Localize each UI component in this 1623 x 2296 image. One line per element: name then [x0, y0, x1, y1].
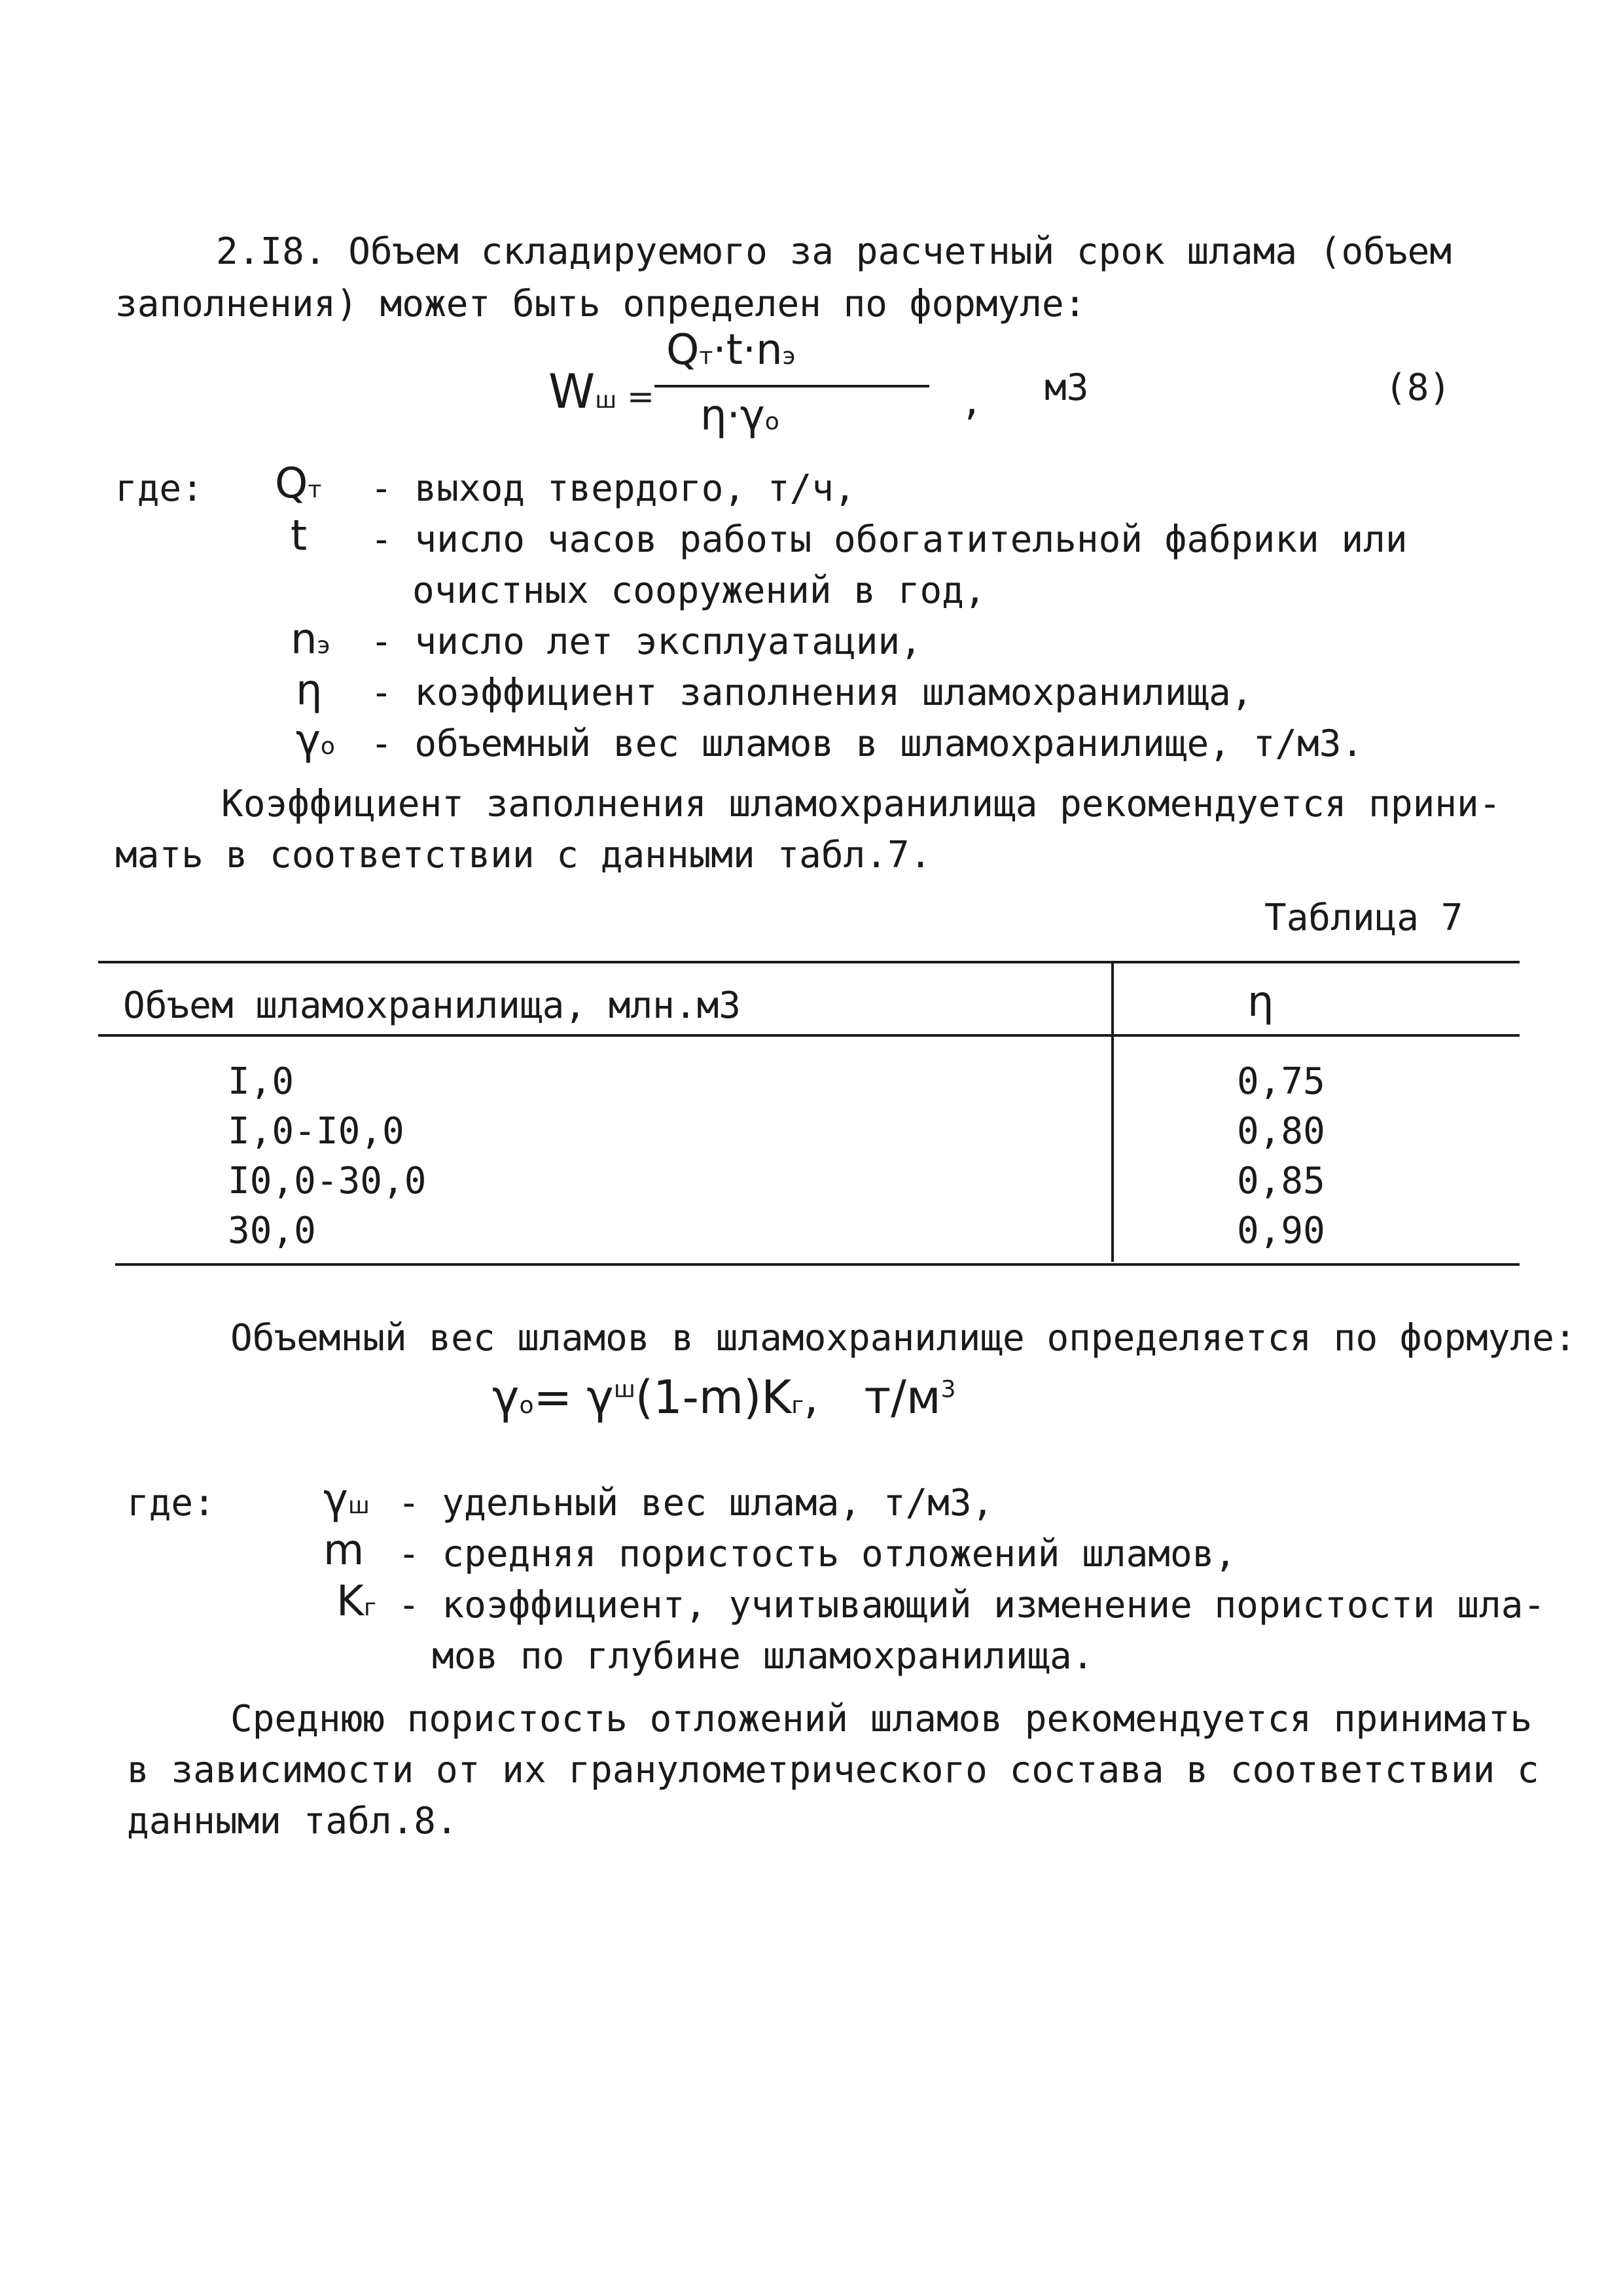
- para4-line-3: данными табл.8.: [127, 1800, 458, 1842]
- defs1-item-text: - число лет эксплуатации,: [370, 620, 922, 663]
- table-cell-volume: I,0-I0,0: [228, 1110, 404, 1153]
- formula-8-numerator: Qт·t·nэ: [666, 326, 796, 374]
- table7-header-eta: η: [1247, 978, 1274, 1026]
- para3-line-1: Объемный вес шламов в шламохранилище определяется по формуле:: [230, 1317, 1577, 1359]
- defs1-where-label: где:: [115, 467, 204, 510]
- table7-caption: Таблица 7: [1264, 897, 1463, 939]
- table7-top-rule: [98, 961, 1520, 963]
- defs2-item-text: - средняя пористость отложений шламов,: [398, 1533, 1237, 1575]
- table-cell-eta: 0,75: [1237, 1060, 1325, 1103]
- formula-9: $\gamma о= \gamma^ш(1-m)Kг$, $т/м^3$: [492, 1371, 956, 1424]
- formula-8-comma: ,: [961, 381, 983, 423]
- formula-8-lhs: Wш =: [548, 364, 654, 419]
- formula-8-fraction-bar: [654, 385, 929, 387]
- formula-8-denominator: η·γо: [700, 391, 779, 440]
- defs2-item-text: мов по глубине шламохранилища.: [432, 1635, 1094, 1677]
- defs1-item-text: - выход твердого, т/ч,: [370, 467, 856, 510]
- defs2-item-text: - удельный вес шлама, т/м3,: [398, 1482, 994, 1524]
- section-line-2: заполнения) может быть определен по формуле:: [115, 283, 1086, 325]
- defs1-item: η: [296, 666, 323, 715]
- table-cell-volume: I,0: [228, 1060, 294, 1103]
- defs1-item-text: - объемный вес шламов в шламохранилище, т/м3.: [370, 723, 1364, 765]
- defs2-item: Kг: [336, 1577, 376, 1626]
- section-line-1: 2.I8. Объем складируемого за расчетный срок шлама (объем: [216, 230, 1452, 273]
- defs2-where-label: где:: [127, 1482, 215, 1524]
- formula-8-number: (8): [1385, 367, 1452, 409]
- para2-line-1: Коэффициент заполнения шламохранилища рекомендуется прини-: [221, 783, 1501, 825]
- formula-8-unit: м3: [1044, 367, 1089, 409]
- defs1-item-text: - коэффициент заполнения шламохранилища,: [370, 672, 1253, 714]
- table7-bottom-rule: [115, 1263, 1520, 1266]
- defs1-item-text: очистных сооружений в год,: [412, 569, 986, 612]
- defs2-item: γш: [323, 1475, 370, 1524]
- table7-column-divider: [1111, 961, 1114, 1262]
- table-cell-eta: 0,80: [1237, 1110, 1325, 1153]
- para4-line-1: Среднюю пористость отложений шламов рекомендуется принимать: [230, 1698, 1533, 1740]
- defs1-item: t: [291, 512, 308, 560]
- defs1-item: γо: [296, 716, 335, 764]
- para2-line-2: мать в соответствии с данными табл.7.: [115, 834, 932, 876]
- table-cell-volume: I0,0-30,0: [228, 1160, 427, 1202]
- para4-line-2: в зависимости от их гранулометрического состава в соответствии с: [127, 1749, 1539, 1791]
- defs2-item-text: - коэффициент, учитывающий изменение пористости шла-: [398, 1584, 1546, 1626]
- table7-header-volume: Объем шламохранилища, млн.м3: [123, 984, 741, 1027]
- defs1-item: Qт: [275, 459, 322, 508]
- table-cell-eta: 0,85: [1237, 1160, 1325, 1202]
- table-cell-volume: 30,0: [228, 1210, 316, 1252]
- defs1-item-text: - число часов работы обогатительной фабрики или: [370, 518, 1408, 561]
- defs1-item: nэ: [291, 615, 330, 664]
- table-cell-eta: 0,90: [1237, 1210, 1325, 1252]
- table7-header-rule: [98, 1034, 1520, 1037]
- defs2-item: m: [323, 1526, 365, 1575]
